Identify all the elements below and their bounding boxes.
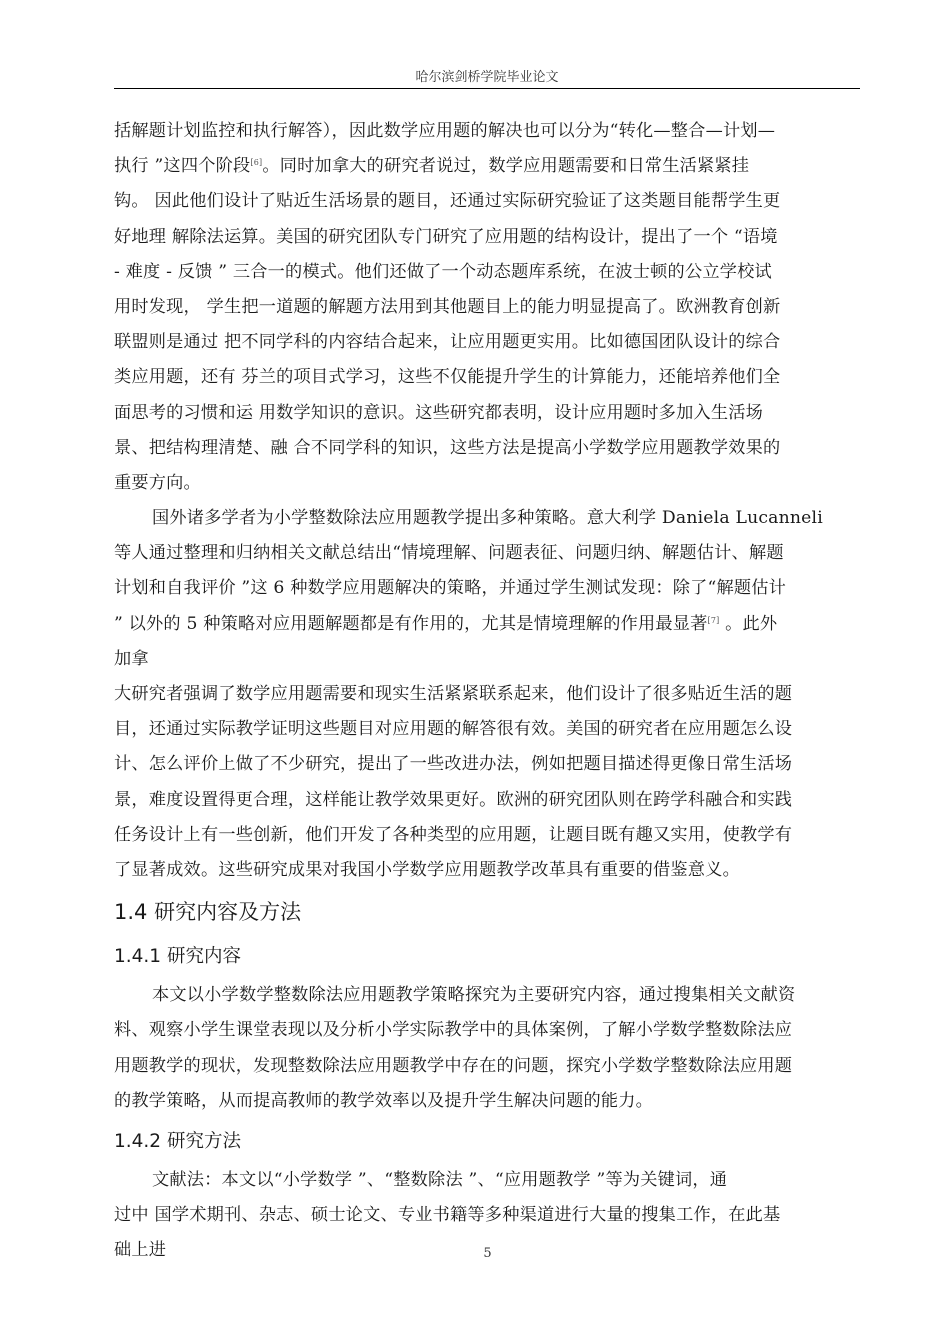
text-line: 联盟则是通过 把不同学科的内容结合起来，让应用题更实用。比如德国团队设计的综合 (114, 332, 781, 353)
text-line: 类应用题，还有 芬兰的项目式学习，这些不仅能提升学生的计算能力，还能培养他们全 (114, 367, 781, 388)
text-line: 础上进 (114, 1240, 167, 1261)
text-line: 本文以小学数学整数除法应用题教学策略探究为主要研究内容，通过搜集相关文献资 (152, 985, 796, 1006)
text-line (114, 149, 874, 184)
text-segment: ” 以外的 5 种策略对应用题解题都是有作用的，尤其是情境理解的作用最显著 (114, 613, 708, 634)
text-line: 景，难度设置得更合理，这样能让教学效果更好。欧洲的研究团队则在跨学科融合和实践 (114, 789, 793, 810)
text-line: 国外诸多学者为小学整数除法应用题教学提出多种策略。意大利学 Daniela Lucanneli (152, 508, 823, 529)
text-line: 大研究者强调了数学应用题需要和现实生活紧紧联系起来，他们设计了很多贴近生活的题 (114, 684, 793, 704)
header-divider (114, 88, 860, 89)
text-segment: 。同时加拿大的研究者说过，数学应用题需要和日常生活紧紧挂 (262, 156, 750, 177)
text-line: 景、把结构理清楚、融 合不同学科的知识，这些方法是提高小学数学应用题教学效果的 (114, 437, 781, 458)
text-line: 钩。 因此他们设计了贴近生活场景的题目，还通过实际研究验证了这类题目能帮学生更 (114, 191, 781, 212)
text-line: 等人通过整理和归纳相关文献总结出“情境理解、问题表征、问题归纳、解题估计、解题 (114, 543, 784, 564)
text-line: 任务设计上有一些创新，他们开发了各种类型的应用题，让题目既有趣又实用，使教学有 (114, 824, 793, 845)
text-line: 计划和自我评价 ”这 6 种数学应用题解决的策略，并通过学生测试发现：除了“解题估计 (114, 578, 787, 599)
paragraph-research-content (114, 978, 874, 1119)
text-line: - 难度 - 反馈 ” 三合一的模式。他们还做了一个动态题库系统，在波士顿的公立学校试 (114, 261, 772, 282)
paragraph-foreign-research-2 (114, 501, 874, 888)
section-heading-1-4-1: 1.4.1 研究内容 (114, 946, 241, 968)
text-line: 面思考的习惯和运 用数学知识的意识。这些研究都表明，设计应用题时多加入生活场 (114, 402, 764, 423)
section-heading-1-4-2: 1.4.2 研究方法 (114, 1130, 241, 1152)
text-line: 好地理 解除法运算。美国的研究团队专门研究了应用题的结构设计，提出了一个 “语境 (114, 226, 778, 247)
text-line: 重要方向。 (114, 472, 201, 493)
text-line (114, 607, 874, 642)
page-number: 5 (483, 1246, 492, 1261)
paragraph-foreign-research-1 (114, 114, 874, 501)
page-body (114, 114, 874, 1268)
text-line: 括解题计划监控和执行解答），因此数学应用题的解决也可以分为“转化—整合—计划— (114, 121, 776, 141)
text-segment: 执行 ”这四个阶段 (114, 156, 251, 177)
text-line: 过中 国学术期刊、杂志、硕士论文、专业书籍等多种渠道进行大量的搜集工作，在此基 (114, 1205, 781, 1226)
section-heading-1-4: 1.4 研究内容及方法 (114, 900, 302, 925)
text-line: 的教学策略，从而提高教师的教学效率以及提升学生解决问题的能力。 (114, 1090, 654, 1111)
text-line: 用题教学的现状，发现整数除法应用题教学中存在的问题，探究小学数学整数除法应用题 (114, 1055, 793, 1076)
text-line: 目，还通过实际教学证明这些题目对应用题的解答很有效。美国的研究者在应用题怎么设 (114, 719, 793, 740)
text-line: 用时发现， 学生把一道题的解题方法用到其他题目上的能力明显提高了。欧洲教育创新 (114, 296, 781, 317)
text-line: 料、观察小学生课堂表现以及分析小学实际教学中的具体案例，了解小学数学整数除法应 (114, 1020, 793, 1041)
citation-ref-6: [6] (250, 158, 263, 168)
text-line: 计、怎么评价上做了不少研究，提出了一些改进办法，例如把题目描述得更像日常生活场 (114, 754, 793, 775)
running-header: 哈尔滨剑桥学院毕业论文 (415, 70, 559, 85)
text-line: 了显著成效。这些研究成果对我国小学数学应用题教学改革具有重要的借鉴意义。 (114, 859, 740, 880)
text-segment: 。此外 (719, 613, 778, 634)
text-line: 加拿 (114, 648, 149, 669)
text-line: 文献法：本文以“小学数学 ”、“整数除法 ”、“应用题教学 ”等为关键词，通 (152, 1169, 728, 1190)
citation-ref-7: [7] (707, 615, 720, 625)
